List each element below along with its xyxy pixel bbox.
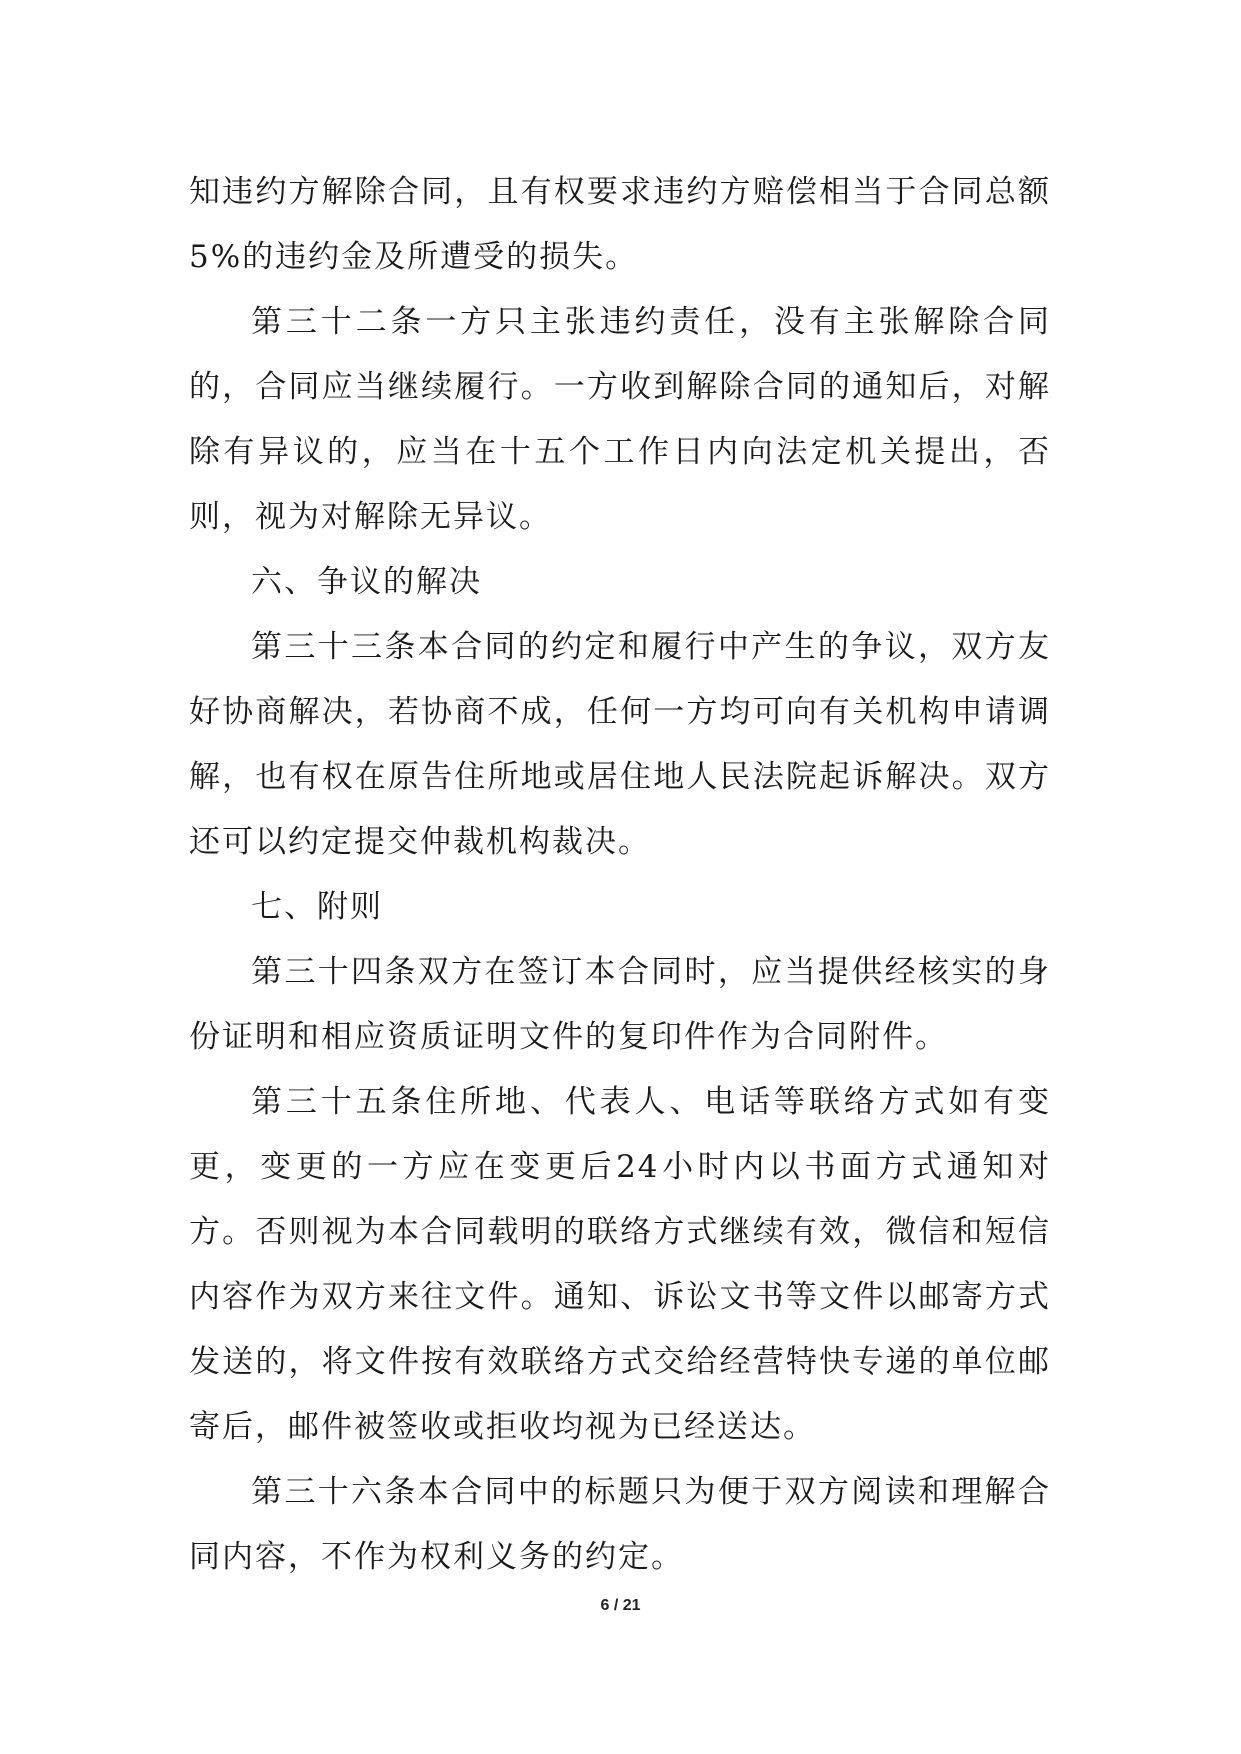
page-number: 6 / 21: [600, 1597, 641, 1614]
section-heading-supplementary: 七、附则: [251, 889, 383, 925]
section-heading-dispute-resolution: 六、争议的解决: [251, 564, 482, 600]
paragraph-article-35: 第三十五条住所地、代表人、电话等联络方式如有变更，变更的一方应在变更后24小时内以书面方式通知对方。否则视为本合同载明的联络方式继续有效，微信和短信内容作为双方来往文件。通知、诉讼文书等文件以邮寄方式发送的，将文件按有效联络方式交给经营特快专递的单位邮寄后，邮件被签收或拒收均视为已经送达。: [189, 1084, 1051, 1445]
paragraph-article-32: 第三十二条一方只主张违约责任，没有主张解除合同的，合同应当继续履行。一方收到解除合同的通知后，对解除有异议的，应当在十五个工作日内向法定机关提出，否则，视为对解除无异议。: [189, 304, 1051, 535]
document-body: [189, 160, 1051, 1590]
paragraph-article-36: 第三十六条本合同中的标题只为便于双方阅读和理解合同内容，不作为权利义务的约定。: [189, 1474, 1051, 1575]
paragraph-continuation: 知违约方解除合同，且有权要求违约方赔偿相当于合同总额5%的违约金及所遭受的损失。: [189, 174, 1051, 275]
paragraph-article-33: 第三十三条本合同的约定和履行中产生的争议，双方友好协商解决，若协商不成，任何一方均可向有关机构申请调解，也有权在原告住所地或居住地人民法院起诉解决。双方还可以约定提交仲裁机构裁决。: [189, 629, 1051, 860]
paragraph-article-34: 第三十四条双方在签订本合同时，应当提供经核实的身份证明和相应资质证明文件的复印件作为合同附件。: [189, 954, 1051, 1055]
